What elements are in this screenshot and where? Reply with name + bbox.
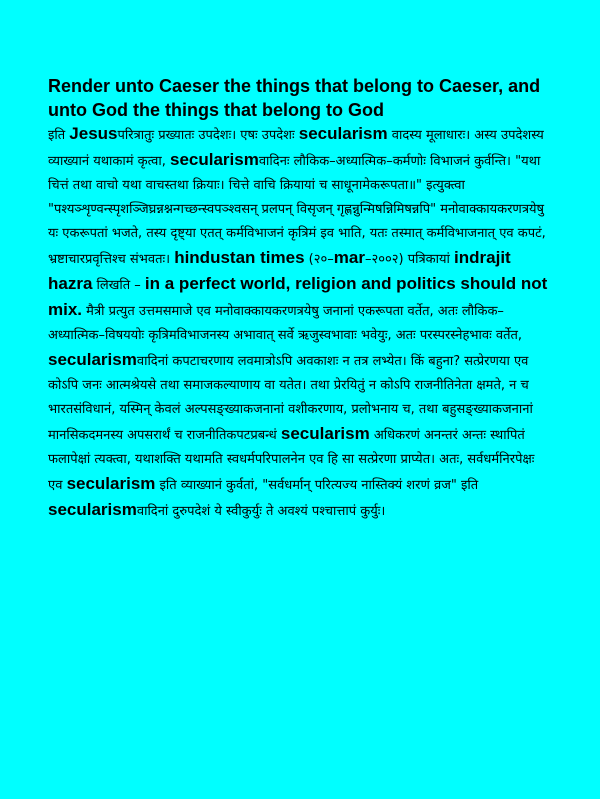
english-phrase: secularism	[280, 424, 370, 443]
document-page	[48, 74, 548, 524]
sanskrit-text: वादिनां कपटाचरणाय लवमात्रोऽपि अवकाशः न तत्र लभ्येत। किं बहुना? सत्प्रेरणया एव कोऽपि जनः आत्मश्रेयसे तथा समाजकल्याणाय वा यतेत। तथा प्रेरयितुं न कोऽपि राजनीतिनेता क्षमते, न च भारतसंविधानं, यस्मिन् केवलं अल्पसङ्ख्याकजनानां वशीकरणाय, प्रलोभनाय च, तथा बहुसङ्ख्याकजनानां मानसिकदमनस्य अपसरार्थं च राजनीतिकपटप्रबन्धं	[48, 354, 533, 443]
english-phrase: secularism	[48, 500, 137, 519]
sanskrit-text: वादिनां दुरुपदेशं ये स्वीकुर्युः ते अवश्यं पश्चात्तापं कुर्युः।	[136, 504, 386, 519]
english-phrase: indrajit hazra	[48, 248, 511, 293]
sanskrit-text: वादस्य मूलाधारः। अस्य उपदेशस्य व्याख्यानं यथाकामं कृत्वा,	[48, 128, 544, 169]
sanskrit-text: इति	[48, 128, 70, 143]
english-phrase: secularism	[48, 350, 137, 369]
heading-quote: Render unto Caeser the things that belong to Caeser, and unto God the things that belong to God	[48, 76, 541, 120]
sanskrit-text: –२००२) पत्रिकायां	[364, 252, 455, 267]
sanskrit-text: मैत्री प्रत्युत उत्तमसमाजे एव मनोवाक्कायकरणत्रयेषु जनानां एकरूपता वर्तेत, अतः लौकिक–अध्यात्मिक–विषययोः कृत्रिमविभाजनस्य अभावात् सर्वे ऋजुस्वभावाः भवेयुः, अतः परस्परस्नेहभावः वर्तेत,	[48, 304, 523, 343]
english-phrase: secularism	[298, 124, 388, 143]
english-phrase: in a perfect world, religion and politics should not mix.	[48, 274, 548, 319]
english-phrase: secularism	[66, 474, 156, 493]
english-phrase: secularism	[169, 150, 259, 169]
english-phrase: Jesus	[69, 124, 118, 143]
sanskrit-text: परित्रातुः प्रख्यातः उपदेशः। एषः उपदेशः	[117, 128, 299, 143]
sanskrit-text: लिखति –	[92, 278, 145, 293]
sanskrit-text: (२०–	[304, 252, 334, 267]
english-phrase: mar	[333, 248, 365, 267]
sanskrit-text: वादिनः लौकिक–अध्यात्मिक–कर्मणोः विभाजनं कुर्वन्ति। "यथा चित्तं तथा वाचो यथा वाचस्तथा क्रियाः। चित्ते वाचि क्रियायां च साधूनामेकरूपता॥" इत्युक्त्वा "पश्यञ्शृण्वन्स्पृशञ्जिघ्रन्नश्नन्गच्छन्स्वपञ्श्वसन् प्रलपन् विसृजन् गृह्णन्नुन्मिषन्निमिषन्नपि" मनोवाक्कायकरणत्रयेषु यः एकरूपतां भजते, तस्य दृष्ट्या एतत् कर्मविभाजनं कृत्रिमं इव भाति, यतः तस्मात् कर्मविभाजनात् एव कपटं, भ्रष्टाचारप्रवृत्तिश्च संभवतः।	[48, 154, 546, 267]
body-paragraph	[48, 122, 548, 524]
sanskrit-text: इति व्याख्यानं कुर्वतां, "सर्वधर्मान् परित्यज्य नास्तिक्यं शरणं व्रज" इति	[155, 478, 479, 493]
english-phrase: hindustan times	[174, 248, 305, 267]
sanskrit-text: अधिकरणं अनन्तरं अन्तः स्थापितं फलापेक्षां त्यक्त्वा, यथाशक्ति यथामति स्वधर्मपरिपालनेन एव हि सा सत्प्रेरणा प्राप्येत। अतः, सर्वधर्मनिरपेक्षः एव	[48, 428, 535, 493]
